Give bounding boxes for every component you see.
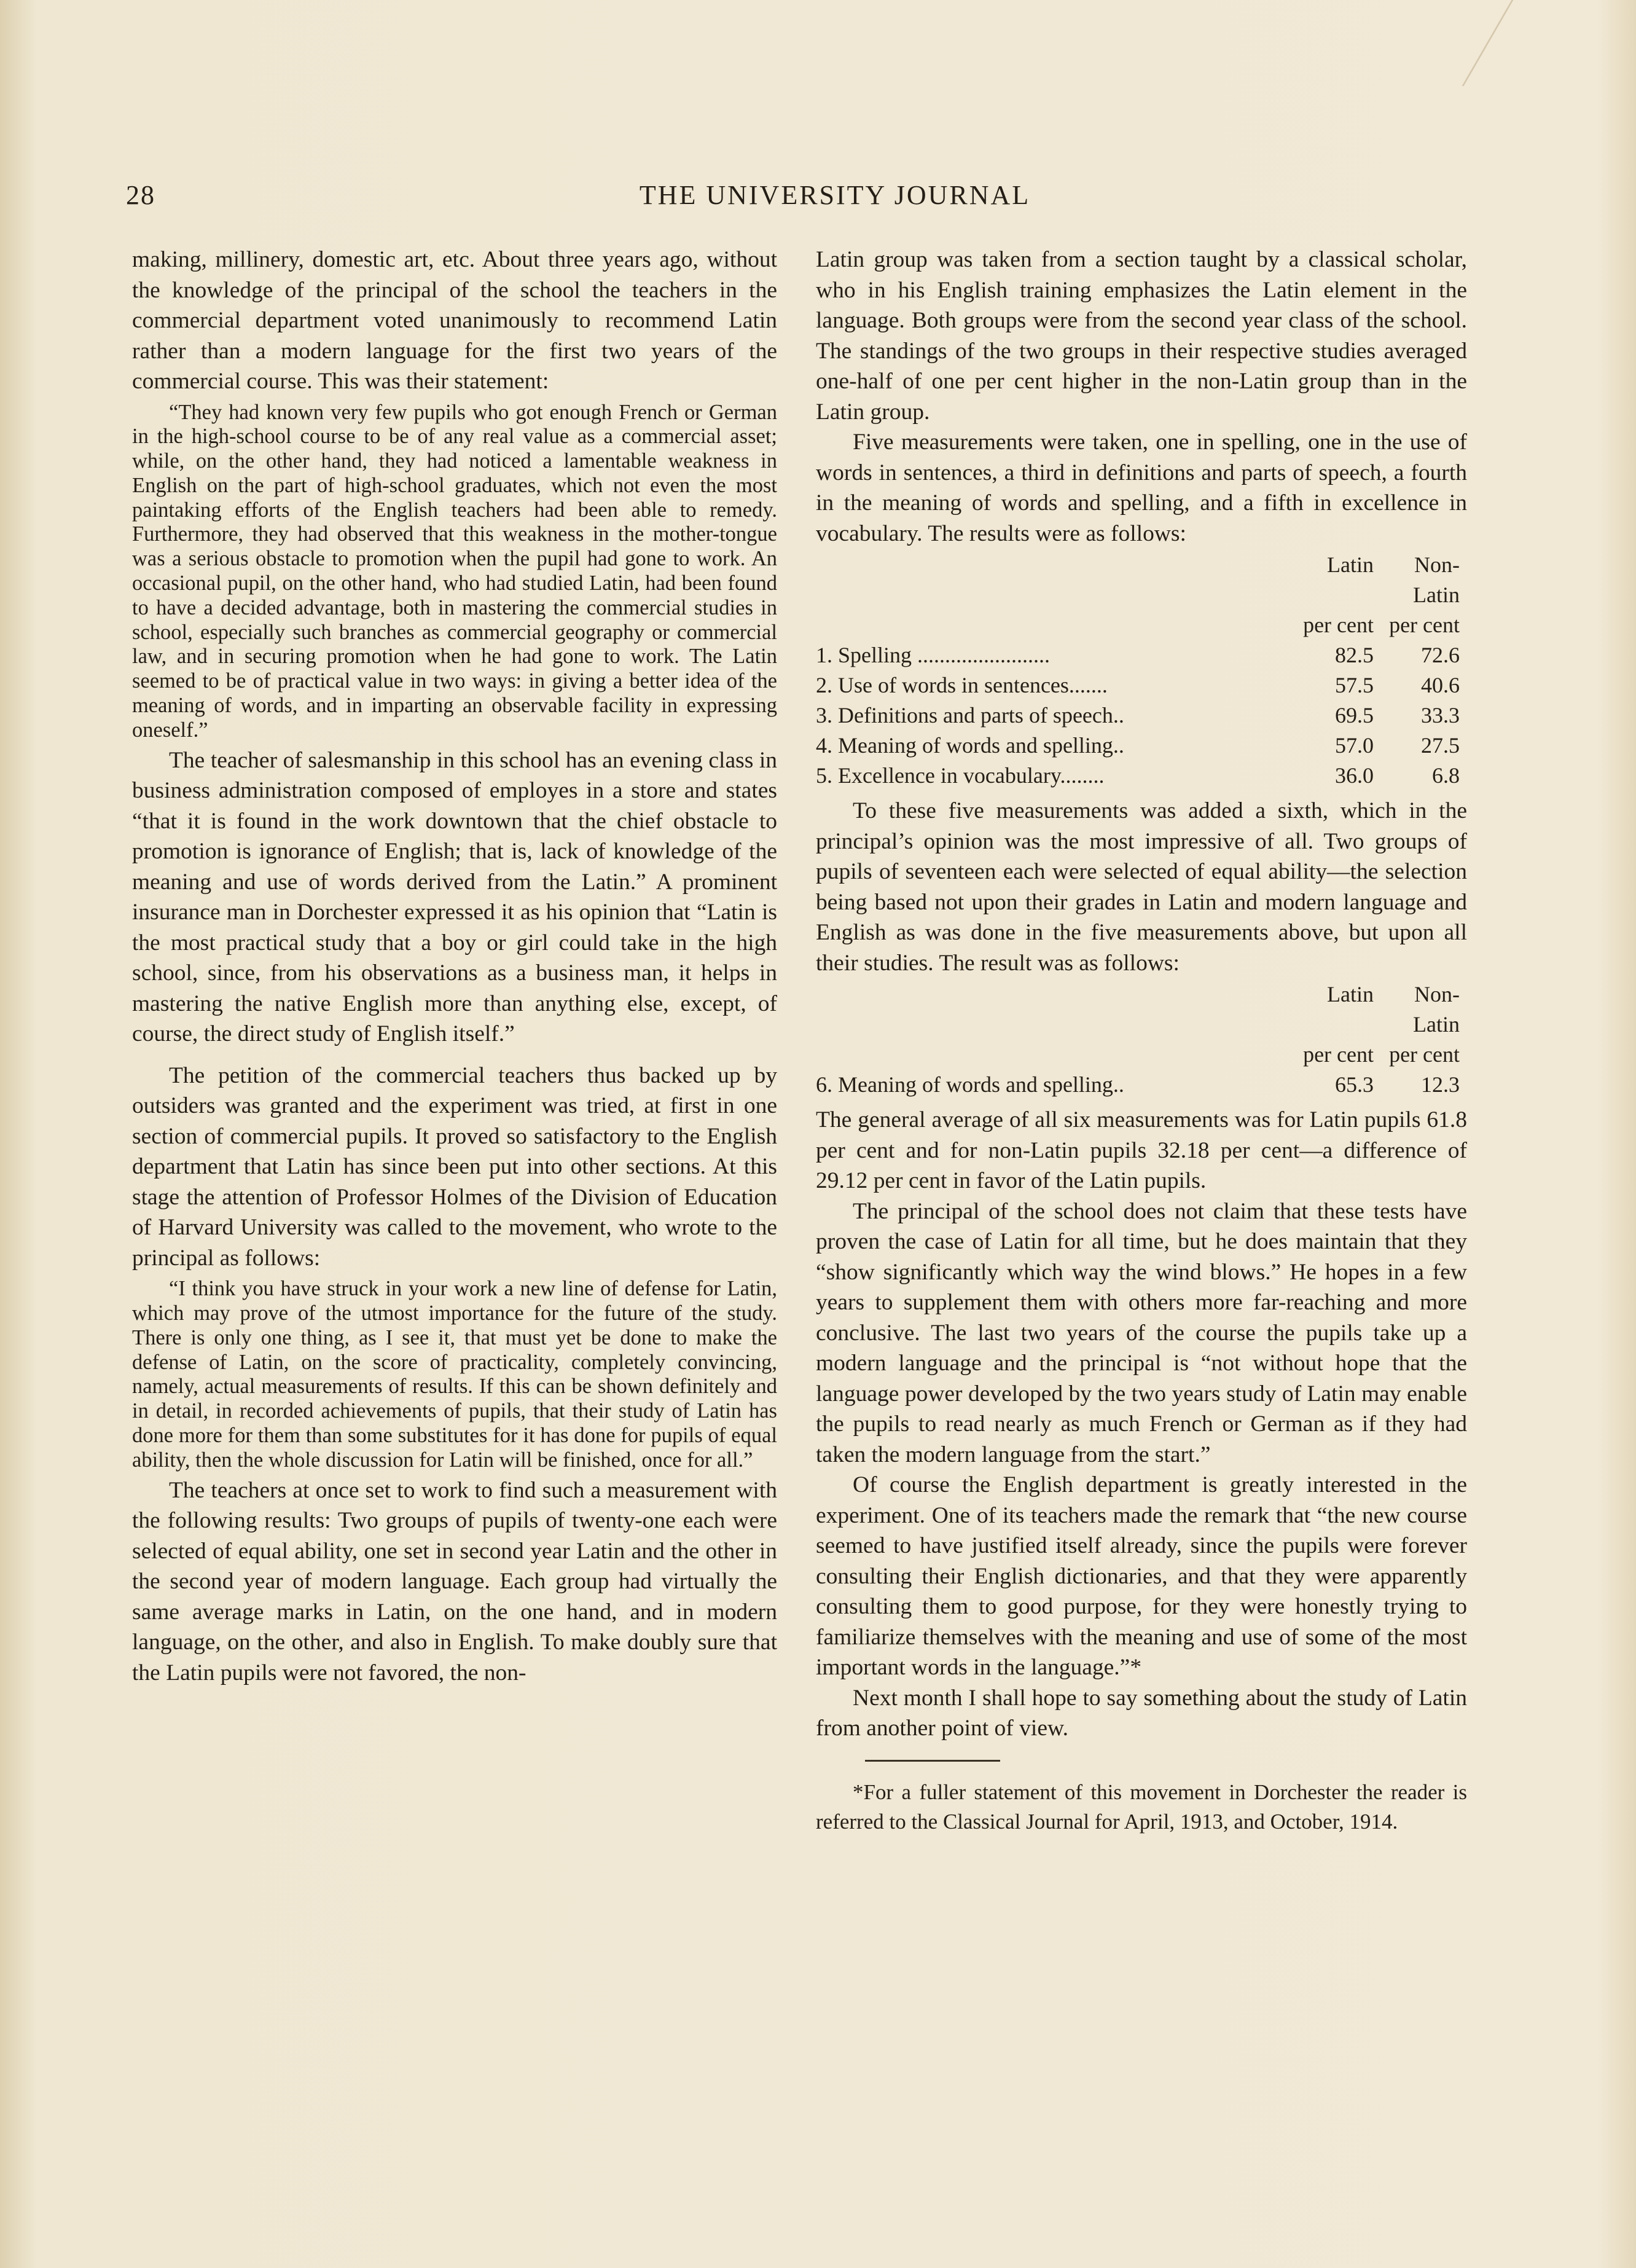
nonlatin-value: 40.6	[1421, 673, 1460, 697]
row-label: 5. Excellence in vocabulary........	[816, 763, 1105, 788]
column-header: Latin	[1327, 552, 1374, 577]
nonlatin-value: 72.6	[1421, 643, 1460, 667]
nonlatin-value: 12.3	[1421, 1072, 1460, 1097]
column-header: Latin	[1327, 982, 1374, 1006]
latin-value: 57.5	[1335, 673, 1374, 697]
paragraph: Of course the English department is greatly interested in the experiment. One of its teachers made the remark that “the new course seemed to have justified itself already, since the pupils were forever consulting their English dictionaries, and that they were apparently consulting them to good purpose, for they were honestly trying to familiarize themselves with the meaning and use of some of the most important words in the language.”*	[816, 1472, 1467, 1680]
column-header: Non-Latin	[1413, 982, 1460, 1037]
running-head	[126, 179, 1544, 216]
latin-value: 57.0	[1335, 733, 1374, 758]
row-label: 3. Definitions and parts of speech..	[816, 703, 1124, 728]
table-row	[816, 640, 1467, 670]
right-column	[816, 245, 1467, 1837]
paragraph: To these five measurements was added a sixth, which in the principal’s opinion was the most impressive of all. Two groups of pupils of seventeen each were selected of equal ability—the selection being based not upon their grades in Latin and modern language and English as was done in the five measurements above, but upon all their studies. The result was as follows:	[816, 798, 1467, 976]
latin-value: 69.5	[1335, 703, 1374, 728]
nonlatin-value: 6.8	[1432, 763, 1460, 788]
latin-value: 65.3	[1335, 1072, 1374, 1097]
footnote: *For a fuller statement of this movement in Dorchester the reader is referred to the Classical Journal for April, 1913, and October, 1914.	[816, 1779, 1467, 1834]
table-row	[816, 761, 1467, 791]
nonlatin-value: 27.5	[1421, 733, 1460, 758]
paragraph: The teacher of salesmanship in this school has an evening class in business administration composed of employes in a store and states “that it is found in the work downtown that the chief obstacle to promotion is ignorance of English; that is, lack of knowledge of the meaning and use of words derived from the Latin.” A prominent insurance man in Dorchester expressed it as his opinion that “Latin is the most practical study that a boy or girl could take in the high school, since, from his observations as a business man, it helps in mastering the native English more than anything else, except, of course, the direct study of English itself.”	[132, 747, 777, 1047]
results-table	[816, 550, 1467, 791]
table-subheader-row	[816, 1040, 1467, 1070]
table-header-row	[816, 979, 1467, 1040]
row-label: 4. Meaning of words and spelling..	[816, 733, 1124, 758]
table-row	[816, 700, 1467, 731]
table-header-row	[816, 550, 1467, 610]
block-quote: “They had known very few pupils who got enough French or German in the high-school course to be of any real value as a commercial asset; while, on the other hand, they had noticed a lamentable weakness in English on the part of high-school graduates, which not even the most paintaking efforts of the English teachers had been able to remedy. Furthermore, they had observed that this weakness in the mother-tongue was a serious obstacle to promotion when the pupil had gone to work. An occasional pupil, on the other hand, who had studied Latin, had been found to have a decided advantage, both in mastering the commercial studies in school, especially such branches as commercial geography or commercial law, and in securing promotion when he had gone to work. The Latin seemed to be of practical value in two ways: in giving a better idea of the meaning of words, and in imparting an observable facility in expressing oneself.”	[132, 400, 777, 742]
column-subheader: per cent	[1303, 1042, 1374, 1067]
row-label: 1. Spelling ........................	[816, 643, 1051, 667]
column-subheader: per cent	[1389, 613, 1460, 637]
latin-value: 82.5	[1335, 643, 1374, 667]
paragraph: making, millinery, domestic art, etc. About three years ago, without the knowledge of the principal of the school the teachers in the commercial department voted unanimously to recommend Latin rather than a modern language for the first two years of the commercial course. This was their statement:	[132, 247, 777, 394]
column-subheader: per cent	[1303, 613, 1374, 637]
column-header: Non-Latin	[1413, 552, 1460, 607]
paragraph: Five measurements were taken, one in spelling, one in the use of words in sentences, a third in definitions and parts of speech, a fourth in the meaning of words and spelling, and a fifth in excellence in vocabulary. The results were as follows:	[816, 430, 1467, 546]
row-label: 2. Use of words in sentences.......	[816, 673, 1108, 697]
latin-value: 36.0	[1335, 763, 1374, 788]
nonlatin-value: 33.3	[1421, 703, 1460, 728]
sixth-measurement-table	[816, 979, 1467, 1100]
table-subheader-row	[816, 610, 1467, 640]
left-column	[132, 245, 777, 1688]
table-row	[816, 731, 1467, 761]
table-row	[816, 670, 1467, 700]
column-subheader: per cent	[1389, 1042, 1460, 1067]
footnote-divider	[865, 1760, 1000, 1762]
paragraph: Next month I shall hope to say something about the study of Latin from another point of view.	[816, 1685, 1467, 1741]
page-number: 28	[126, 180, 155, 210]
paragraph: The principal of the school does not claim that these tests have proven the case of Latin for all time, but he does maintain that they “show significantly which way the wind blows.” He hopes in a few years to supplement them with others more far-reaching and more conclusive. The last two years of the course the pupils take up a modern language and the principal is “not without hope that the language power developed by the two years study of Latin may enable the pupils to read nearly as much French or German as if they had taken the modern language from the start.”	[816, 1198, 1467, 1467]
journal-title: THE UNIVERSITY JOURNAL	[639, 180, 1031, 210]
paragraph: Latin group was taken from a section taught by a classical scholar, who in his English training emphasizes the Latin element in the language. Both groups were from the second year class of the school. The standings of the two groups in their respective studies averaged one-half of one per cent higher in the non-Latin group than in the Latin group.	[816, 247, 1467, 425]
block-quote: “I think you have struck in your work a new line of defense for Latin, which may prove of the utmost importance for the future of the study. There is only one thing, as I see it, that must yet be done to make the defense of Latin, on the score of practicality, completely convincing, namely, actual measurements of results. If this can be shown definitely and in detail, in recorded achievements of pupils, that their study of Latin has done more for them than some substitutes for it has done for pupils of equal ability, then the whole discussion for Latin will be finished, once for all.”	[132, 1277, 777, 1472]
paragraph: The petition of the commercial teachers thus backed up by outsiders was granted and the experiment was tried, at first in one section of commercial pupils. It proved so satisfactory to the English department that Latin has since been put into other sections. At this stage the attention of Professor Holmes of the Division of Education of Harvard University was called to the movement, who wrote to the principal as follows:	[132, 1062, 777, 1271]
paper-crease	[1462, 0, 1624, 86]
row-label: 6. Meaning of words and spelling..	[816, 1072, 1124, 1097]
table-row	[816, 1070, 1467, 1100]
paragraph: The teachers at once set to work to find such a measurement with the following results: Two groups of pupils of twenty-one each were selected of equal ability, one set in second year Latin and the other in the second year of modern language. Each group had virtually the same average marks in Latin, on the one hand, and in modern language, on the other, and also in English. To make doubly sure that the Latin pupils were not favored, the non-	[132, 1477, 777, 1685]
paragraph: The general average of all six measurements was for Latin pupils 61.8 per cent and for non-Latin pupils 32.18 per cent—a difference of 29.12 per cent in favor of the Latin pupils.	[816, 1107, 1467, 1193]
